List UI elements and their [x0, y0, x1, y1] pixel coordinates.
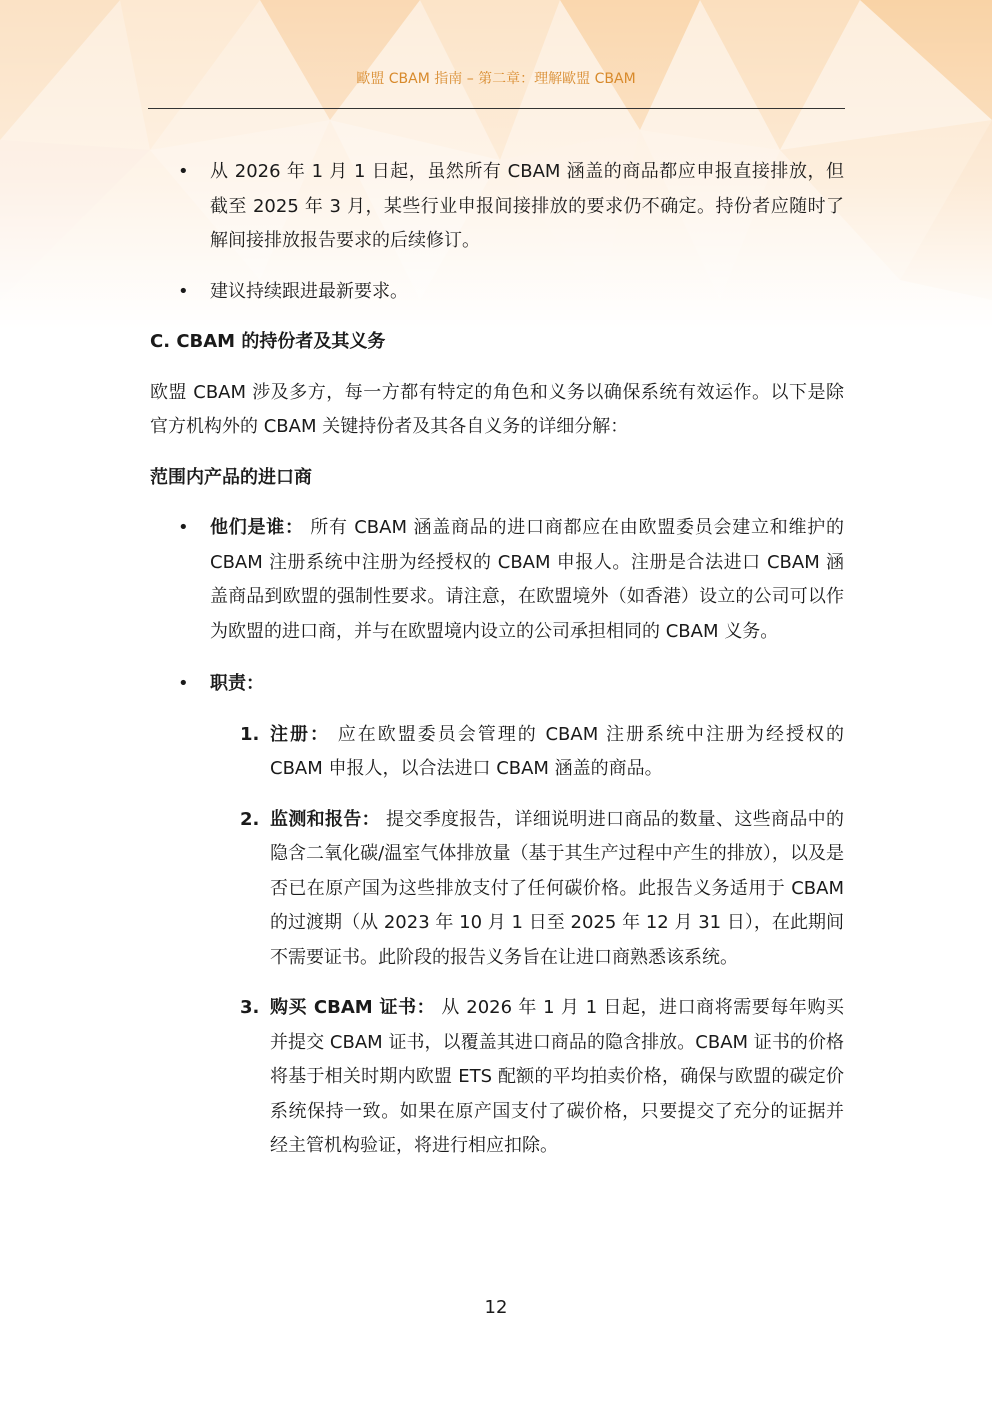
importer-bullet-list: [150, 511, 844, 1164]
duty-text: 提交季度报告，详细说明进口商品的数量、这些商品中的隐含二氧化碳/温室气体排放量（基于其生产过程中产生的排放），以及是否已在原产国为这些排放支付了任何碳价格。此报告义务适用于 CBAM 的过渡期（从 2023 年 10 月 1 日至 2025 年 12 月 31 日），在此期间不需要证书。此阶段的报告义务旨在让进口商熟悉该系统。: [270, 808, 844, 968]
duty-item: [210, 718, 844, 787]
duty-label: 购买 CBAM 证书：: [270, 997, 436, 1018]
duty-item: [210, 991, 844, 1164]
duty-number: 1.: [240, 723, 260, 745]
page-content: [150, 155, 844, 1180]
duty-label: 监测和报告：: [270, 808, 380, 830]
list-item-duties: [150, 667, 844, 1164]
section-heading: C. CBAM 的持份者及其义务: [150, 331, 386, 352]
who-text: 所有 CBAM 涵盖商品的进口商都应在由欧盟委员会建立和维护的 CBAM 注册系统中注册为经授权的 CBAM 申报人。注册是合法进口 CBAM 涵盖商品到欧盟的强制性要求。请注意，在欧盟境外（如香港）设立的公司可以作为欧盟的进口商，并与在欧盟境内设立的公司承担相同的 CBAM 义务。: [210, 517, 844, 642]
who-label: 他们是谁：: [210, 517, 304, 538]
list-item-who: [150, 511, 844, 649]
top-bullet-list: [150, 155, 844, 309]
duties-numbered-list: [210, 718, 844, 1164]
subsection-heading: 范围内产品的进口商: [150, 466, 312, 488]
list-item: [150, 155, 844, 259]
duty-number: 3.: [240, 997, 260, 1018]
header-divider: [148, 108, 845, 109]
duty-item: [210, 803, 844, 976]
duty-number: 2.: [240, 808, 260, 830]
duty-label: 注册：: [270, 723, 331, 745]
bullet-text: 建议持续跟进最新要求。: [210, 280, 408, 302]
section-intro: 欧盟 CBAM 涉及多方，每一方都有特定的角色和义务以确保系统有效运作。以下是除官方机构外的 CBAM 关键持份者及其各自义务的详细分解：: [150, 381, 844, 437]
bullet-text: 从 2026 年 1 月 1 日起，虽然所有 CBAM 涵盖的商品都应申报直接排放，但截至 2025 年 3 月，某些行业申报间接排放的要求仍不确定。持份者应随时了解间接排放报告要求的后续修订。: [210, 161, 844, 251]
duty-text: 应在欧盟委员会管理的 CBAM 注册系统中注册为经授权的 CBAM 申报人，以合法进口 CBAM 涵盖的商品。: [270, 723, 844, 779]
list-item: [150, 275, 844, 310]
duty-text: 从 2026 年 1 月 1 日起，进口商将需要每年购买并提交 CBAM 证书，以覆盖其进口商品的隐含排放。CBAM 证书的价格将基于相关时期内欧盟 ETS 配额的平均拍卖价格，确保与欧盟的碳定价系统保持一致。如果在原产国支付了碳价格，只要提交了充分的证据并经主管机构验证，将进行相应扣除。: [270, 997, 844, 1156]
duties-label: 职责：: [210, 673, 264, 694]
page-number: 12: [484, 1297, 508, 1318]
running-header: 歐盟 CBAM 指南 – 第二章：理解歐盟 CBAM: [356, 71, 636, 87]
